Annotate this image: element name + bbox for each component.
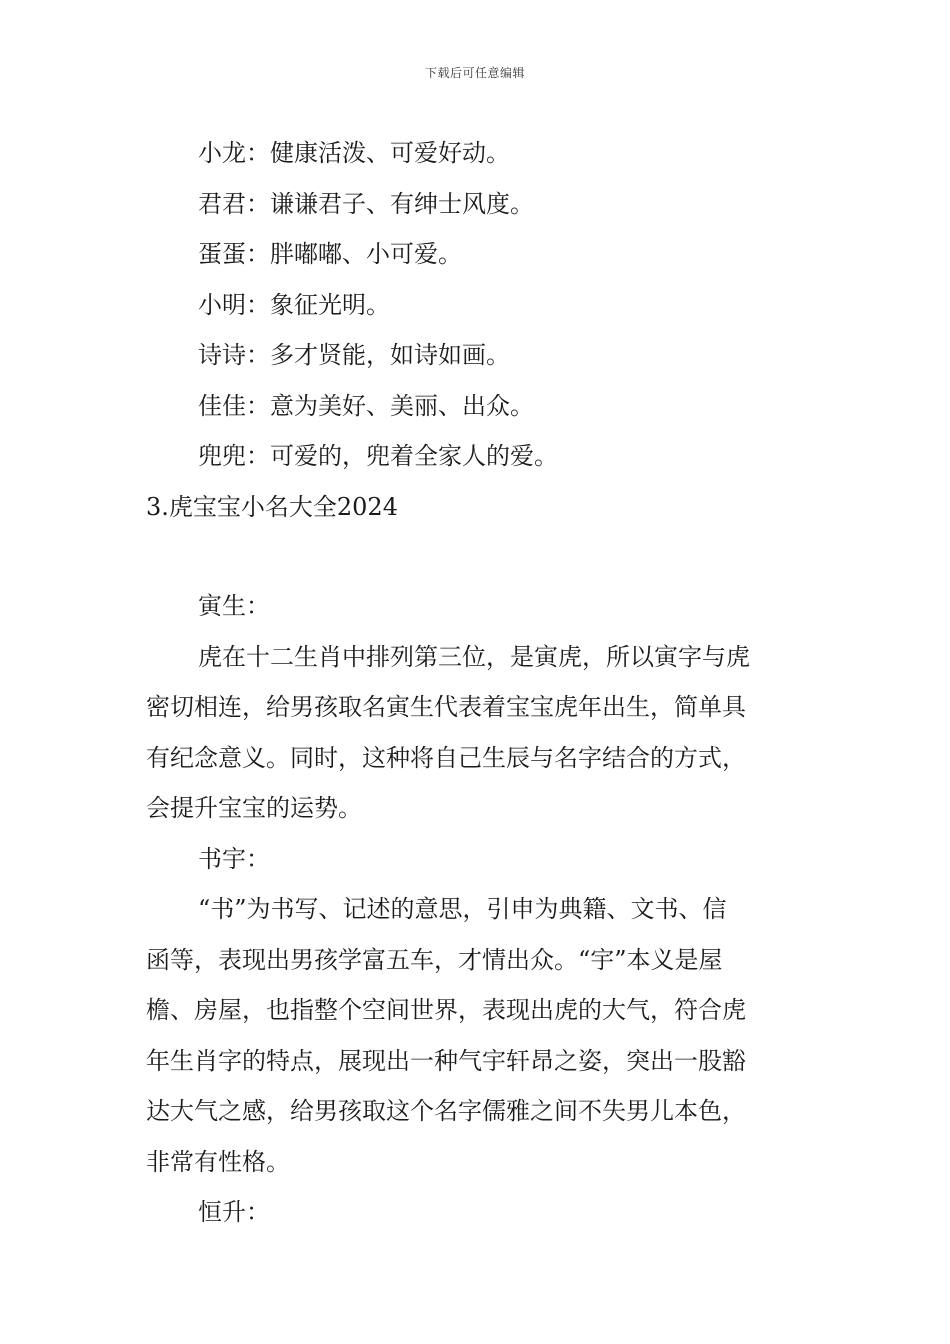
entry-desc-line: 年生肖字的特点，展现出一种气宇轩昂之姿，突出一股豁 xyxy=(146,1046,746,1075)
entry-name-yinsheng: 寅生： xyxy=(198,592,270,620)
blank-line xyxy=(146,532,806,581)
document-body xyxy=(146,128,806,1238)
entry-desc-line: 函等，表现出男孩学富五车，才情出众。“宇”本义是屋 xyxy=(146,945,723,974)
entry-desc-line: 非常有性格。 xyxy=(146,1147,290,1176)
name-list-item: 佳佳：意为美好、美丽、出众。 xyxy=(198,391,534,420)
entry-desc-line: 有纪念意义。同时，这种将自己生辰与名字结合的方式， xyxy=(146,743,746,772)
entry-desc-line: 檐、房屋，也指整个空间世界，表现出虎的大气，符合虎 xyxy=(146,996,746,1024)
name-list-item: 蛋蛋：胖嘟嘟、小可爱。 xyxy=(198,240,462,268)
entry-name-shuyu: 书宇： xyxy=(198,844,270,873)
name-list-item: 小龙：健康活泼、可爱好动。 xyxy=(198,139,510,167)
entry-desc-line: 密切相连，给男孩取名寅生代表着宝宝虎年出生，简单具 xyxy=(146,693,746,721)
entry-name-hengsheng: 恒升： xyxy=(198,1198,270,1226)
name-list-item: 兜兜：可爱的，兜着全家人的爱。 xyxy=(198,442,558,470)
entry-desc-line: 达大气之感，给男孩取这个名字儒雅之间不失男儿本色， xyxy=(146,1097,746,1125)
entry-desc-line: 会提升宝宝的运势。 xyxy=(146,794,362,822)
name-list-item: 君君：谦谦君子、有绅士风度。 xyxy=(198,189,534,218)
section-heading: 3.虎宝宝小名大全2024 xyxy=(146,492,398,521)
name-list-item: 小明：象征光明。 xyxy=(198,290,390,319)
page-header: 下载后可任意编辑 xyxy=(424,66,525,80)
entry-desc-line: “书”为书写、记述的意思，引申为典籍、文书、信 xyxy=(198,895,727,923)
entry-desc-line: 虎在十二生肖中排列第三位，是寅虎，所以寅字与虎 xyxy=(198,642,750,671)
name-list-item: 诗诗：多才贤能，如诗如画。 xyxy=(198,341,510,369)
